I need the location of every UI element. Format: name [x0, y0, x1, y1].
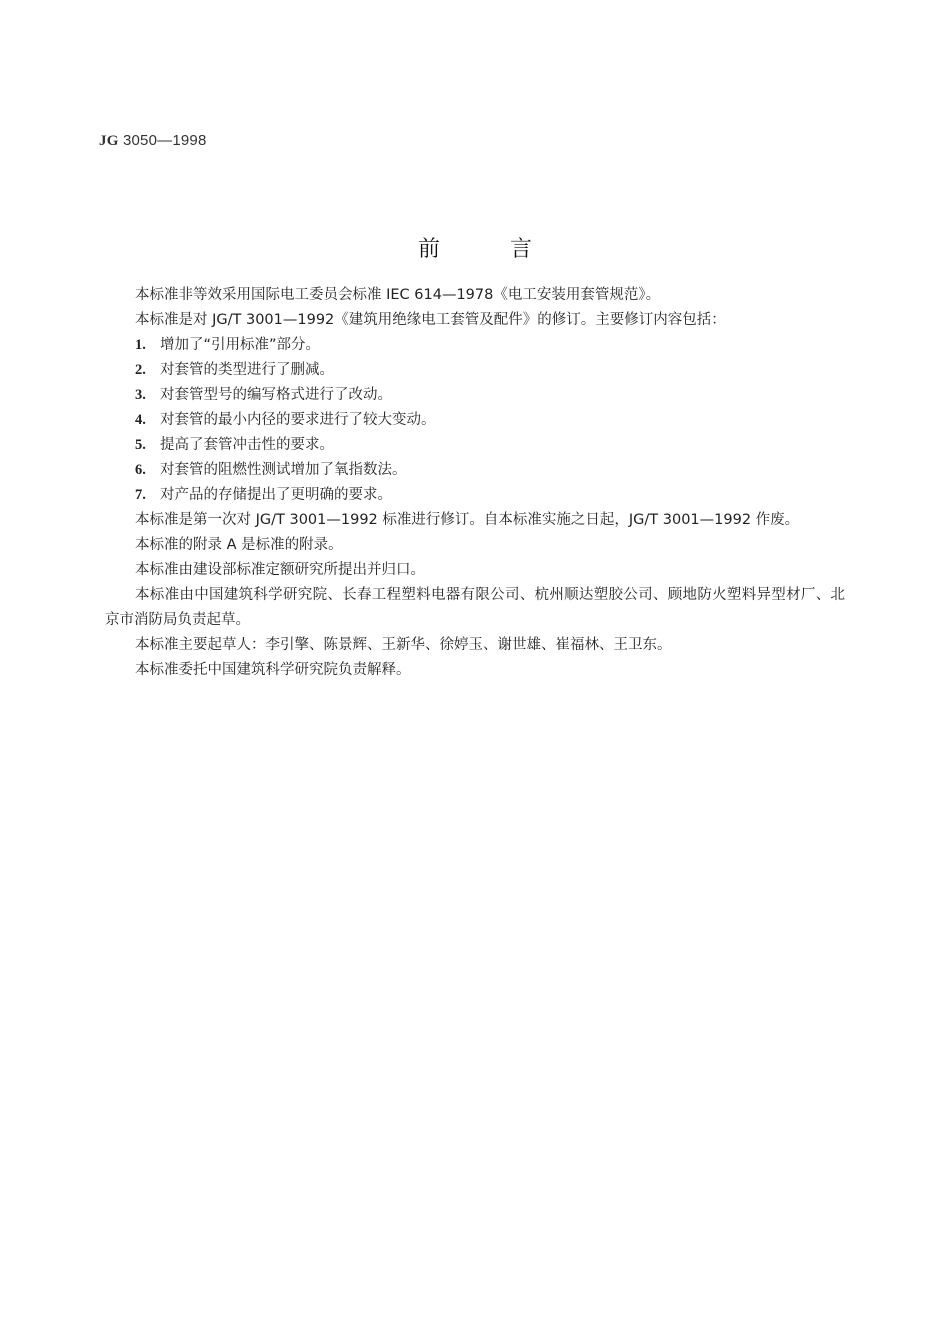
paragraph-first-revision: 本标准是第一次对 JG/T 3001—1992 标准进行修订。自本标准实施之日起，JG/T 3001—1992 作废。: [135, 512, 800, 528]
revision-list: [105, 333, 845, 508]
paragraph-drafting-orgs: 本标准由中国建筑科学研究院、长春工程塑料电器有限公司、杭州顺达塑胶公司、顾地防火塑料异型材厂、北京市消防局负责起草。: [105, 587, 845, 628]
list-item: 6. 对套管的阻燃性测试增加了氧指数法。: [135, 462, 407, 478]
title-char-1: 前: [417, 237, 440, 262]
list-item: 1. 增加了“引用标准”部分。: [135, 337, 321, 353]
standard-code-prefix: JG: [99, 133, 119, 149]
paragraph-interpretation: 本标准委托中国建筑科学研究院负责解释。: [135, 662, 411, 678]
standard-code: [99, 132, 206, 150]
list-item: 3. 对套管型号的编写格式进行了改动。: [135, 387, 392, 403]
list-item: 4. 对套管的最小内径的要求进行了较大变动。: [135, 412, 436, 428]
title-char-2: 言: [510, 237, 533, 262]
list-item: 5. 提高了套管冲击性的要求。: [135, 437, 334, 453]
foreword-body: [105, 283, 845, 683]
list-item: 2. 对套管的类型进行了删减。: [135, 362, 334, 378]
paragraph-revision-intro: 本标准是对 JG/T 3001—1992《建筑用绝缘电工套管及配件》的修订。主要修订内容包括：: [135, 312, 726, 328]
paragraph-proposer: 本标准由建设部标准定额研究所提出并归口。: [135, 562, 425, 578]
page-title: [0, 232, 950, 263]
paragraph-adoption: 本标准非等效采用国际电工委员会标准 IEC 614—1978《电工安装用套管规范》。: [135, 287, 661, 303]
list-item: 7. 对产品的存储提出了更明确的要求。: [135, 487, 392, 503]
paragraph-drafters: 本标准主要起草人：李引擎、陈景辉、王新华、徐婷玉、谢世雄、崔福林、王卫东。: [135, 637, 672, 653]
paragraph-appendix: 本标准的附录 A 是标准的附录。: [135, 537, 343, 553]
standard-code-number: 3050—1998: [118, 132, 207, 149]
